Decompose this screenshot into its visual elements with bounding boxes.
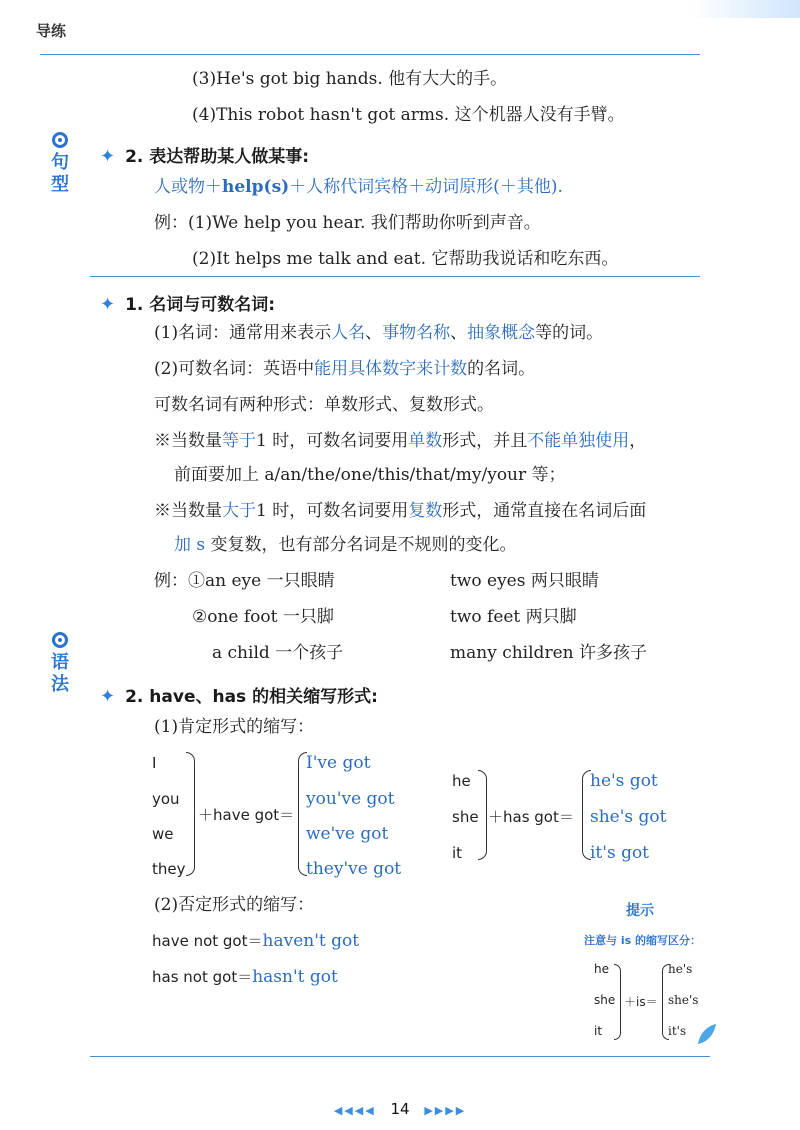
brace-left-2	[478, 770, 487, 860]
n2-c: 的名词。	[467, 359, 536, 379]
example-left-2: ②one foot 一只脚	[192, 607, 334, 627]
contraction-hes: he's got	[590, 771, 658, 791]
contraction-weve: we've got	[306, 824, 389, 844]
corner-decoration	[690, 0, 800, 18]
sentence2-example2: (2)It helps me talk and eat. 它帮助我说话和吃东西。	[192, 249, 619, 269]
bottom-rule	[90, 1056, 710, 1057]
negative-have	[152, 930, 359, 952]
rule-plural	[154, 500, 646, 522]
pronoun-we: we	[152, 825, 174, 843]
diamond-icon: ✦	[100, 146, 116, 167]
leaf-icon	[696, 1022, 718, 1046]
grammar1-heading-text: 1. 名词与可数名词:	[125, 295, 276, 315]
tip-brace-left	[614, 964, 621, 1040]
r1-f: 不能单独使用	[527, 431, 630, 451]
sentence1-item4: (4)This robot hasn't got arms. 这个机器人没有手臂。	[192, 105, 625, 125]
contraction-ive: I've got	[306, 753, 371, 773]
r2-c: 1 时，可数名词要用	[256, 501, 409, 521]
noun-definition	[154, 322, 603, 344]
sentence2-heading	[100, 142, 309, 167]
n1-b: 人名	[331, 323, 366, 343]
countable-definition	[154, 358, 535, 380]
contraction-youve: you've got	[306, 789, 395, 809]
pronoun-they: they	[152, 860, 186, 878]
example-left-1: 例：①an eye 一只眼睛	[154, 571, 335, 591]
rule-singular-line2: 前面要加上 a/an/the/one/this/that/my/your 等；	[174, 465, 566, 485]
diamond-icon: ✦	[100, 686, 116, 707]
sentence2-example1: 例：(1)We help you hear. 我们帮助你听到声音。	[154, 213, 541, 233]
formula-post: ＋人称代词宾格＋动词原形(＋其他).	[289, 177, 563, 197]
pronoun-he: he	[452, 772, 471, 790]
r2-line2-a: 加 s	[174, 535, 206, 555]
r1-c: 1 时，可数名词要用	[256, 431, 409, 451]
sentence2-heading-text: 2. 表达帮助某人做某事:	[125, 147, 310, 167]
formula-bold: help(s)	[222, 177, 290, 197]
neg2-a: has not got＝	[152, 968, 253, 986]
n1-g: 等的词。	[535, 323, 604, 343]
rule-plural-line2	[174, 534, 517, 556]
negative-has	[152, 966, 338, 988]
neg1-b: haven't got	[262, 931, 360, 951]
r2-d: 复数	[408, 501, 443, 521]
tip-pronoun-he: he	[594, 962, 609, 976]
tip-title: 提示	[626, 903, 654, 919]
n2-b: 能用具体数字来计数	[314, 359, 468, 379]
negative-title: (2)否定形式的缩写：	[154, 895, 315, 915]
sentence1-item3: (3)He's got big hands. 他有大大的手。	[192, 69, 508, 89]
formula-pre: 人或物＋	[154, 177, 222, 197]
r2-line2-b: 变复数，也有部分名词是不规则的变化。	[205, 535, 517, 555]
example-right-1: two eyes 两只眼睛	[450, 571, 599, 591]
n2-a: (2)可数名词：英语中	[154, 359, 315, 379]
example-right-3: many children 许多孩子	[450, 643, 647, 663]
side-label-sentence: 句型	[51, 152, 69, 195]
tip-contraction-hes: he's	[668, 962, 693, 976]
brace-left-1	[186, 752, 195, 876]
have-got-operator: ＋have got＝	[198, 806, 295, 824]
example-left-3: a child 一个孩子	[212, 643, 344, 663]
has-got-operator: ＋has got＝	[488, 808, 574, 826]
contraction-its: it's got	[590, 843, 650, 863]
target-icon	[52, 632, 68, 648]
neg1-a: have not got＝	[152, 932, 263, 950]
target-icon	[52, 132, 68, 148]
tip-subtitle: 注意与 is 的缩写区分：	[584, 934, 701, 947]
pronoun-i: I	[152, 754, 157, 772]
tip-contraction-shes: she's	[668, 993, 699, 1007]
r1-e: 形式，并且	[442, 431, 528, 451]
grammar2-heading	[100, 682, 378, 707]
page-number: 14	[390, 1100, 410, 1118]
affirmative-title: (1)肯定形式的缩写：	[154, 717, 315, 737]
n1-d: 事物名称	[382, 323, 451, 343]
r2-b: 大于	[222, 501, 256, 521]
section-rule	[90, 276, 700, 277]
contraction-shes: she's got	[590, 807, 667, 827]
rule-singular	[154, 430, 646, 452]
pronoun-you: you	[152, 790, 180, 808]
n1-f: 抽象概念	[467, 323, 536, 343]
header-mark: 导练	[36, 22, 67, 40]
tip-pronoun-it: it	[594, 1024, 603, 1038]
r1-g: ，	[629, 431, 647, 451]
example-right-2: two feet 两只脚	[450, 607, 577, 627]
r2-a: ※当数量	[154, 501, 222, 521]
tip-operator: ＋is＝	[624, 995, 658, 1009]
countable-forms: 可数名词有两种形式：单数形式、复数形式。	[154, 395, 494, 415]
page-prev-arrows: ◀◀◀◀	[333, 1104, 376, 1117]
pronoun-she: she	[452, 808, 479, 826]
r1-b: 等于	[222, 431, 256, 451]
n1-e: 、	[450, 323, 468, 343]
contraction-theyve: they've got	[306, 859, 402, 879]
neg2-b: hasn't got	[252, 967, 338, 987]
r1-a: ※当数量	[154, 431, 222, 451]
pronoun-it: it	[452, 844, 463, 862]
side-label-grammar: 语法	[51, 652, 69, 695]
top-rule	[40, 54, 700, 55]
tip-pronoun-she: she	[594, 993, 616, 1007]
tip-contraction-its: it's	[668, 1024, 687, 1038]
r2-e: 形式，通常直接在名词后面	[442, 501, 647, 521]
page-footer	[0, 1100, 800, 1118]
r1-d: 单数	[408, 431, 443, 451]
diamond-icon: ✦	[100, 294, 116, 315]
n1-c: 、	[365, 323, 383, 343]
n1-a: (1)名词：通常用来表示	[154, 323, 332, 343]
grammar2-heading-text: 2. have、has 的相关缩写形式:	[125, 687, 378, 707]
sentence2-formula	[154, 176, 563, 198]
page-next-arrows: ▶▶▶▶	[424, 1104, 467, 1117]
grammar1-heading	[100, 290, 275, 315]
